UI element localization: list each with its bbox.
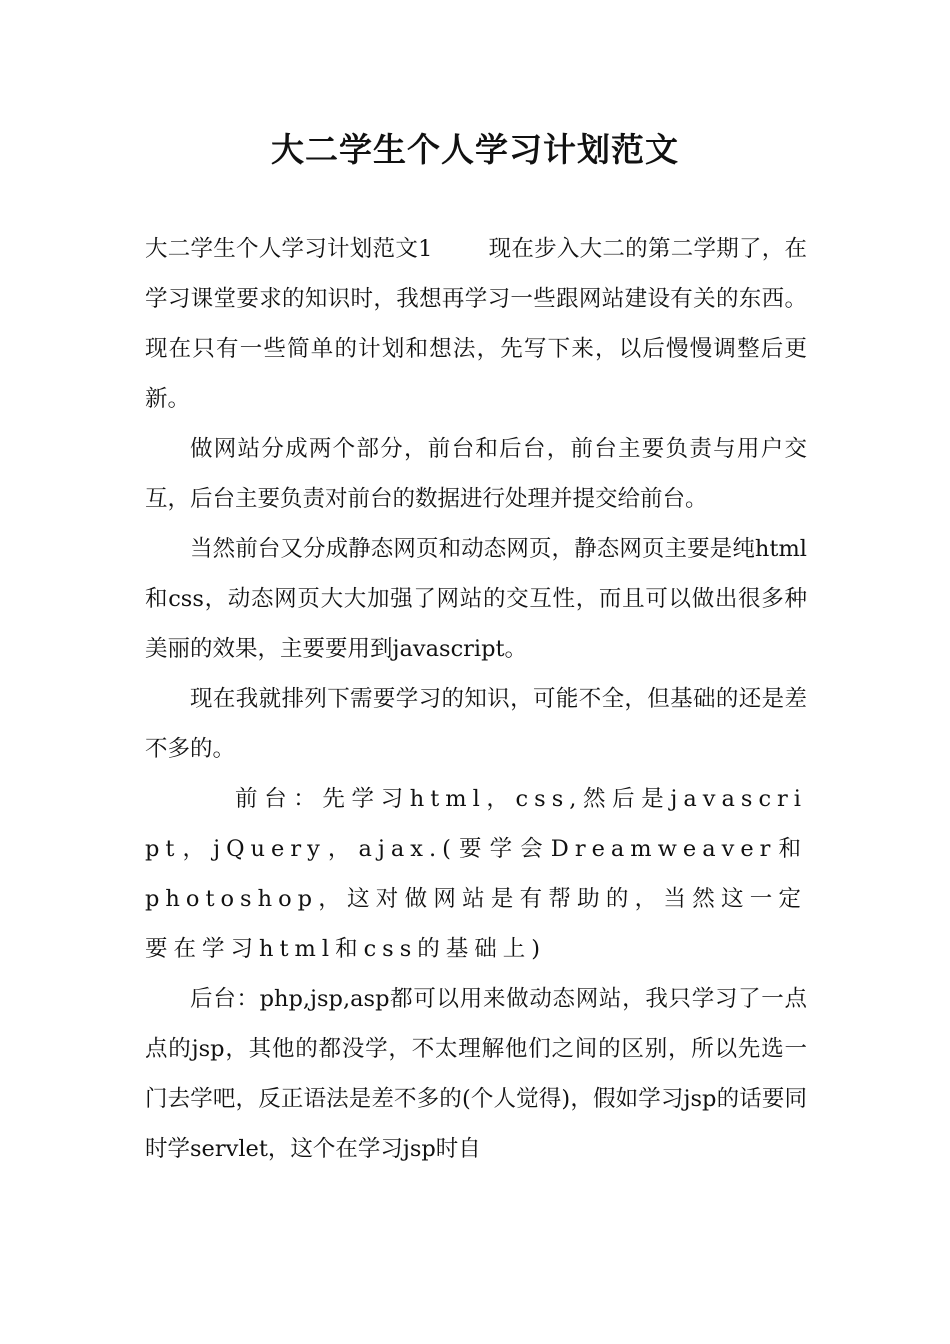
paragraph-3: 当然前台又分成静态网页和动态网页，静态网页主要是纯html和css，动态网页大大加强了网站的交互性，而且可以做出很多种美丽的效果，主要要用到javascript。 [145,536,807,662]
paragraph-1 [145,224,807,424]
paragraph-1-text: 现在步入大二的第二学期了，在学习课堂要求的知识时，我想再学习一些跟网站建设有关的东西。现在只有一些简单的计划和想法，先写下来，以后慢慢调整后更新。 [145,236,807,412]
paragraph-6: 后台：php,jsp,asp都可以用来做动态网站，我只学习了一点点的jsp，其他的都没学，不太理解他们之间的区别，所以先选一门去学吧，反正语法是差不多的(个人觉得)，假如学习jsp的话要同时学servlet，这个在学习jsp时自 [145,986,807,1162]
paragraph-5: 前台：先学习html，css,然后是javascript，jQuery，ajax.(要学会Dreamweaver和photoshop，这对做网站是有帮助的，当然这一定要在学习html和css的基础上) [145,786,807,962]
paragraph-4: 现在我就排列下需要学习的知识，可能不全，但基础的还是差不多的。 [145,686,807,762]
paragraph-2: 做网站分成两个部分，前台和后台，前台主要负责与用户交互，后台主要负责对前台的数据进行处理并提交给前台。 [145,436,807,512]
document-title: 大二学生个人学习计划范文 [271,130,679,169]
document-body [145,224,807,1174]
paragraph-1-heading: 大二学生个人学习计划范文1 [145,236,433,262]
